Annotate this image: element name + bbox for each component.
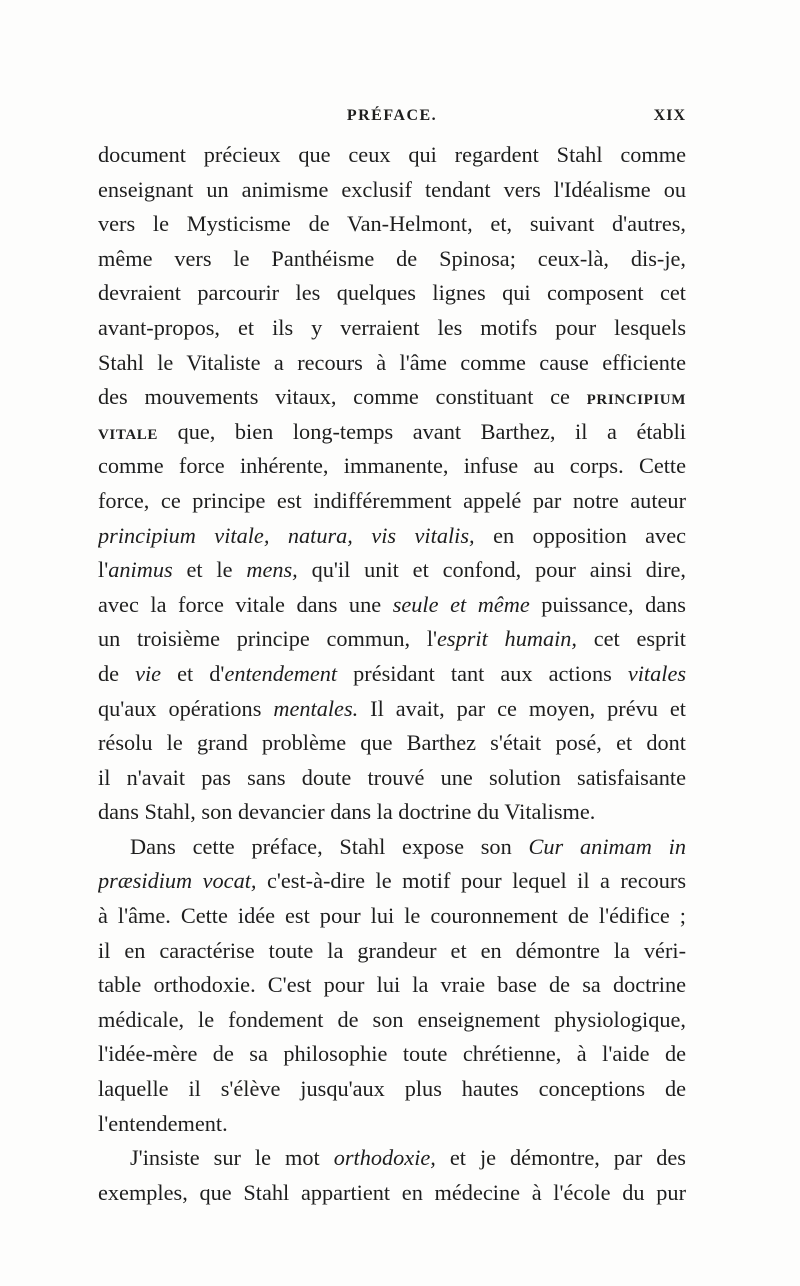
text-line bbox=[98, 968, 686, 1003]
body-text bbox=[98, 138, 686, 1210]
running-title: PRÉFACE. bbox=[346, 107, 438, 124]
text-line bbox=[98, 761, 686, 796]
italic-text: animus bbox=[108, 557, 173, 583]
italic-text: vitales bbox=[627, 660, 686, 686]
text-line bbox=[98, 553, 686, 588]
italic-text: entendement bbox=[224, 660, 338, 686]
text-line bbox=[98, 138, 686, 173]
text-line bbox=[98, 692, 686, 727]
text-run: Dans cette préface, Stahl expose son bbox=[130, 833, 529, 859]
text-run: en opposition avec bbox=[474, 522, 686, 548]
text-line bbox=[98, 1037, 686, 1072]
text-line bbox=[98, 311, 686, 346]
text-run: table orthodoxie. C'est pour lui la vraie base de sa doctrine bbox=[98, 972, 686, 998]
text-run: avant-propos, et ils y verraient les motifs pour lesquels bbox=[98, 314, 686, 340]
text-run: l' bbox=[98, 557, 109, 583]
text-line bbox=[98, 864, 686, 899]
text-line bbox=[98, 173, 686, 208]
text-run: et je démontre, par des bbox=[435, 1145, 686, 1171]
text-run: force, ce principe est indifféremment appelé par notre auteur bbox=[98, 487, 686, 513]
text-run: l'idée-mère de sa philosophie toute chrétienne, à l'aide de bbox=[98, 1041, 686, 1067]
text-line bbox=[98, 276, 686, 311]
paragraph-2 bbox=[98, 830, 686, 1141]
text-line bbox=[98, 242, 686, 277]
text-line bbox=[98, 934, 686, 969]
italic-text: mens, bbox=[246, 557, 298, 583]
italic-text: esprit humain, bbox=[437, 626, 578, 652]
text-line bbox=[98, 726, 686, 761]
paragraph-1 bbox=[98, 138, 686, 830]
text-line bbox=[98, 795, 686, 830]
text-line bbox=[98, 346, 686, 381]
running-head bbox=[98, 104, 686, 128]
text-run: et d' bbox=[161, 660, 225, 686]
paragraph-3 bbox=[98, 1141, 686, 1210]
text-run: exemples, que Stahl appartient en médecine à l'école du pur bbox=[98, 1179, 686, 1205]
text-run: un troisième principe commun, l' bbox=[98, 626, 438, 652]
small-caps-text: VITALE bbox=[98, 426, 159, 443]
text-run: dans Stahl, son devancier dans la doctrine du Vitalisme. bbox=[98, 799, 596, 825]
italic-text: mentales. bbox=[273, 695, 359, 721]
text-line bbox=[98, 484, 686, 519]
text-line bbox=[98, 1072, 686, 1107]
text-run: cet esprit bbox=[577, 626, 686, 652]
italic-text: Cur animam in bbox=[528, 833, 686, 859]
text-run: résolu le grand problème que Barthez s'était posé, et dont bbox=[98, 730, 686, 756]
page-number: XIX bbox=[653, 107, 686, 124]
text-line bbox=[98, 1176, 686, 1211]
text-line bbox=[98, 415, 686, 450]
text-line bbox=[98, 1141, 686, 1176]
text-line bbox=[98, 830, 686, 865]
text-line bbox=[98, 588, 686, 623]
text-run: c'est-à-dire le motif pour lequel il a recours bbox=[256, 868, 686, 894]
text-run: et le bbox=[172, 557, 247, 583]
text-line bbox=[98, 1107, 686, 1142]
text-line bbox=[98, 899, 686, 934]
italic-text: vie bbox=[135, 660, 162, 686]
text-line bbox=[98, 657, 686, 692]
text-line bbox=[98, 622, 686, 657]
italic-text: seule et même bbox=[392, 591, 530, 617]
text-line bbox=[98, 1003, 686, 1038]
italic-text: præsidium vocat, bbox=[98, 868, 257, 894]
italic-text: orthodoxie, bbox=[333, 1145, 436, 1171]
text-run: présidant tant aux actions bbox=[337, 660, 628, 686]
text-run: enseignant un animisme exclusif tendant vers l'Idéalisme ou bbox=[98, 176, 686, 202]
text-run: à l'âme. Cette idée est pour lui le couronnement de l'édifice ; bbox=[98, 903, 686, 929]
text-run: que, bien long-temps avant Barthez, il a établi bbox=[158, 418, 686, 444]
text-run: médicale, le fondement de son enseignement physiologique, bbox=[98, 1006, 686, 1032]
text-run: J'insiste sur le mot bbox=[130, 1145, 334, 1171]
text-line bbox=[98, 519, 686, 554]
text-run: même vers le Panthéisme de Spinosa; ceux-là, dis-je, bbox=[98, 245, 686, 271]
text-run: l'entendement. bbox=[98, 1110, 228, 1136]
text-run: de bbox=[98, 660, 136, 686]
text-run: Il avait, par ce moyen, prévu et bbox=[358, 695, 686, 721]
text-line bbox=[98, 380, 686, 415]
text-run: avec la force vitale dans une bbox=[98, 591, 393, 617]
text-run: comme force inhérente, immanente, infuse au corps. Cette bbox=[98, 453, 686, 479]
italic-text: principium vitale, natura, vis vitalis, bbox=[98, 522, 475, 548]
text-line bbox=[98, 449, 686, 484]
text-run: qu'il unit et confond, pour ainsi dire, bbox=[297, 557, 686, 583]
text-run: devraient parcourir les quelques lignes qui composent cet bbox=[98, 280, 686, 306]
text-run: il en caractérise toute la grandeur et en démontre la véri- bbox=[98, 937, 686, 963]
text-run: laquelle il s'élève jusqu'aux plus hautes conceptions de bbox=[98, 1076, 686, 1102]
text-run: puissance, dans bbox=[529, 591, 686, 617]
small-caps-text: PRINCIPIUM bbox=[586, 392, 686, 409]
text-run: qu'aux opérations bbox=[98, 695, 274, 721]
text-run: document précieux que ceux qui regardent Stahl comme bbox=[98, 142, 686, 167]
text-line bbox=[98, 207, 686, 242]
text-run: des mouvements vitaux, comme constituant ce bbox=[98, 384, 587, 410]
text-run: vers le Mysticisme de Van-Helmont, et, suivant d'autres, bbox=[98, 211, 686, 237]
text-run: il n'avait pas sans doute trouvé une solution satisfaisante bbox=[98, 764, 686, 790]
text-run: Stahl le Vitaliste a recours à l'âme comme cause efficiente bbox=[98, 349, 686, 375]
